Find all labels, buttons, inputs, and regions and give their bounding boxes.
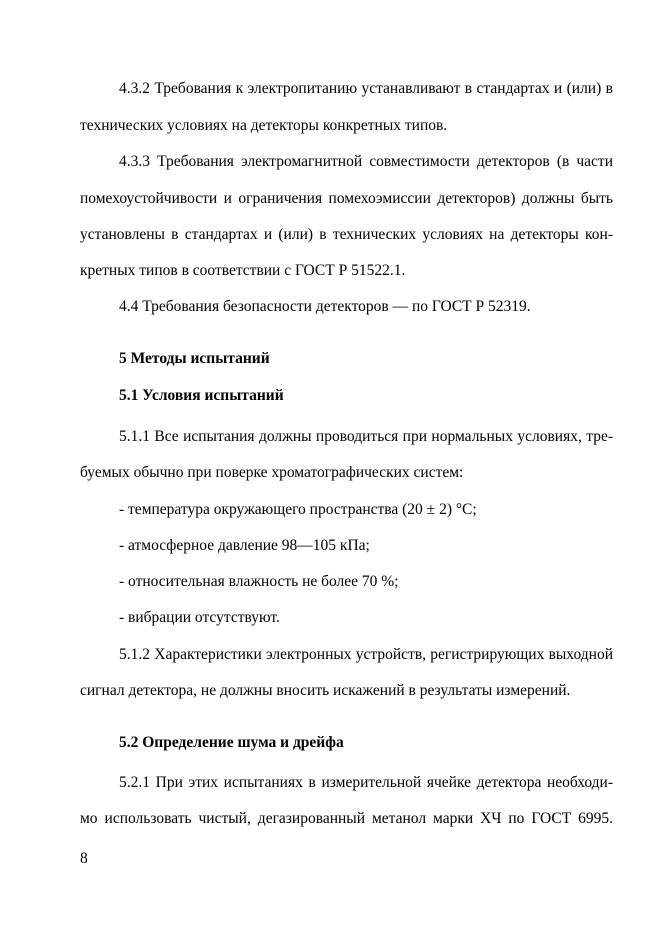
paragraph-5-1-1-line-2: буемых обычно при поверке хроматографических систем: [80, 464, 464, 481]
paragraph-5-2-1-line-1: 5.2.1 При этих испытаниях в измерительной ячейке детектора необходи- [119, 774, 613, 791]
paragraph-4-3-2-line-2: технических условиях на детекторы конкретных типов. [80, 117, 448, 134]
subsection-heading-5-1: 5.1 Условия испытаний [119, 387, 284, 404]
list-item-humidity: - относительная влажность не более 70 %; [119, 573, 399, 590]
subsection-heading-5-2: 5.2 Определение шума и дрейфа [119, 734, 344, 751]
paragraph-5-2-1-line-2: мо использовать чистый, дегазированный метанол марки ХЧ по ГОСТ 6995. [80, 810, 613, 827]
list-item-temperature: - температура окружающего пространства (20 ± 2) °С; [119, 501, 477, 518]
list-item-pressure: - атмосферное давление 98—105 кПа; [119, 537, 370, 554]
paragraph-4-3-3-line-4: кретных типов в соответствии с ГОСТ Р 51522.1. [80, 262, 406, 279]
paragraph-4-3-2-line-1: 4.3.2 Требования к электропитанию устанавливают в стандартах и (или) в [119, 80, 613, 97]
paragraph-5-1-1-line-1: 5.1.1 Все испытания должны проводиться при нормальных условиях, тре- [119, 428, 613, 445]
paragraph-5-1-2-line-1: 5.1.2 Характеристики электронных устройств, регистрирующих выходной [119, 646, 613, 663]
paragraph-4-4: 4.4 Требования безопасности детекторов — по ГОСТ Р 52319. [119, 298, 531, 315]
paragraph-4-3-3-line-3: установлены в стандартах и (или) в технических условиях на детекторы кон- [80, 226, 613, 243]
page-number: 8 [80, 850, 88, 867]
paragraph-4-3-3-line-1: 4.3.3 Требования электромагнитной совместимости детекторов (в части [119, 153, 613, 170]
paragraph-5-1-2-line-2: сигнал детектора, не должны вносить искажений в результаты измерений. [80, 682, 571, 699]
section-heading-5: 5 Методы испытаний [119, 350, 270, 367]
paragraph-4-3-3-line-2: помехоустойчивости и ограничения помехоэмиссии детекторов) должны быть [80, 190, 613, 207]
list-item-vibration: - вибрации отсутствуют. [119, 609, 280, 626]
